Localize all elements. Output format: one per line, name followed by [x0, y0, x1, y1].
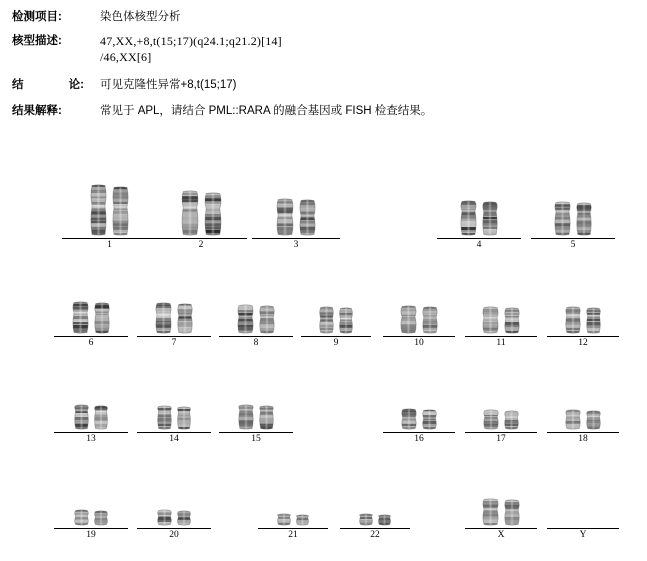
chromosome-baseline	[54, 432, 128, 433]
chromosome-pair	[219, 278, 293, 334]
chromosome	[358, 513, 374, 526]
chromosome-label: 20	[169, 530, 179, 540]
chromosome-baseline	[301, 336, 371, 337]
chromosome	[564, 409, 582, 430]
chromosome-group	[547, 278, 619, 349]
chromosome-group	[437, 180, 521, 251]
chromosome	[275, 198, 295, 236]
chromosome	[298, 199, 317, 236]
chromosome	[575, 202, 593, 236]
chromosome-baseline	[547, 336, 619, 337]
chromosome-label: X	[497, 530, 505, 540]
chromosome-baseline	[465, 432, 537, 433]
chromosome	[564, 306, 582, 334]
chromosome-baseline	[54, 528, 128, 529]
chromosome-pair	[219, 374, 293, 430]
chromosome	[258, 305, 276, 334]
chromosome	[481, 201, 499, 236]
report-header	[0, 0, 647, 119]
chromosome	[89, 184, 108, 236]
chromosome-label: 18	[578, 434, 588, 444]
chromosome	[503, 307, 521, 334]
chromosome	[237, 404, 255, 430]
chromosome-baseline	[219, 336, 293, 337]
chromosome-pair	[340, 470, 410, 526]
chromosome-pair	[54, 470, 128, 526]
chromosome-pair	[54, 374, 128, 430]
chromosome	[399, 305, 418, 334]
chromosome-group	[547, 470, 619, 541]
chromosome	[377, 514, 392, 526]
field-label-karyotype-description: 核型描述:	[12, 35, 62, 47]
chromosome	[180, 190, 200, 236]
field-label-conclusion	[12, 78, 84, 93]
chromosome-baseline	[252, 238, 340, 239]
field-value-test-item: 染色体核型分析	[100, 11, 181, 23]
chromosome-pair	[137, 278, 211, 334]
field-interpretation	[12, 104, 647, 119]
chromosome-pair	[383, 278, 455, 334]
chromosome	[156, 509, 173, 526]
chromosome	[585, 307, 602, 334]
chromosome	[93, 405, 109, 430]
chromosome	[459, 200, 478, 236]
chromosome-group	[54, 470, 128, 541]
chromosome-label: 7	[171, 338, 177, 348]
chromosome-pair	[465, 278, 537, 334]
chromosome-label: 4	[476, 240, 482, 250]
chromosome	[318, 306, 335, 334]
chromosome-label: 8	[253, 338, 259, 348]
field-label-conclusion-part2: 论:	[68, 79, 84, 91]
chromosome-pair	[54, 278, 128, 334]
chromosome	[176, 510, 192, 526]
chromosome-pair	[301, 278, 371, 334]
chromosome-baseline	[258, 528, 328, 529]
chromosome-label: 5	[570, 240, 576, 250]
chromosome-group	[531, 180, 615, 251]
field-label-test-item: 检测项目:	[12, 11, 62, 23]
chromosome-group	[465, 278, 537, 349]
chromosome-pair	[547, 470, 619, 526]
chromosome-group	[219, 374, 293, 445]
chromosome-label: 10	[414, 338, 424, 348]
chromosome-group	[137, 374, 211, 445]
chromosome-group	[137, 470, 211, 541]
chromosome-baseline	[437, 238, 521, 239]
chromosome-baseline	[465, 528, 537, 529]
karyogram-image	[0, 150, 647, 560]
chromosome	[400, 408, 418, 430]
chromosome-group	[465, 470, 537, 541]
chromosome-baseline	[531, 238, 615, 239]
chromosome-group	[383, 278, 455, 349]
chromosome	[421, 409, 438, 430]
chromosome-baseline	[137, 336, 211, 337]
chromosome-baseline	[547, 528, 619, 529]
chromosome-baseline	[383, 432, 455, 433]
chromosome	[553, 201, 572, 236]
chromosome-label: 9	[333, 338, 339, 348]
chromosome-label: 19	[86, 530, 96, 540]
chromosome	[111, 186, 130, 236]
chromosome-baseline	[383, 336, 455, 337]
chromosome-label: 17	[496, 434, 506, 444]
chromosome-group	[383, 374, 455, 445]
chromosome-label: 2	[198, 240, 204, 250]
chromosome	[203, 192, 223, 236]
chromosome	[503, 499, 521, 526]
chromosome-pair	[465, 470, 537, 526]
chromosome-baseline	[137, 432, 211, 433]
chromosome	[258, 405, 275, 430]
chromosome-group	[54, 374, 128, 445]
chromosome-group	[301, 278, 371, 349]
chromosome-baseline	[547, 432, 619, 433]
chromosome-pair	[465, 374, 537, 430]
chromosome-baseline	[54, 336, 128, 337]
chromosome	[503, 410, 520, 430]
chromosome-group	[137, 278, 211, 349]
chromosome-pair	[437, 180, 521, 236]
chromosome	[93, 510, 109, 526]
field-value-karyotype-description-block	[84, 34, 282, 65]
chromosome	[421, 306, 439, 334]
chromosome-pair	[383, 374, 455, 430]
chromosome-group	[465, 374, 537, 445]
chromosome-label: 21	[288, 530, 298, 540]
chromosome-label: 3	[293, 240, 299, 250]
field-karyotype-description	[12, 34, 647, 65]
chromosome-label: 16	[414, 434, 424, 444]
field-value-interpretation: 常见于 APL，请结合 PML::RARA 的融合基因或 FISH 检查结果。	[100, 105, 433, 117]
chromosome	[236, 304, 255, 334]
chromosome-label: 12	[578, 338, 588, 348]
chromosome-label: 11	[496, 338, 506, 348]
chromosome	[93, 302, 111, 334]
chromosome	[481, 498, 500, 526]
chromosome-label: Y	[579, 530, 587, 540]
chromosome	[71, 301, 90, 334]
chromosome	[481, 306, 500, 334]
chromosome	[276, 513, 292, 526]
field-label-conclusion-part1: 结	[12, 79, 24, 91]
field-conclusion	[12, 78, 647, 93]
chromosome	[295, 514, 310, 526]
chromosome-label: 22	[370, 530, 380, 540]
chromosome-pair	[155, 180, 247, 236]
chromosome	[156, 405, 173, 430]
chromosome-label: 15	[251, 434, 261, 444]
chromosome	[585, 410, 602, 430]
chromosome	[482, 409, 500, 430]
chromosome-baseline	[155, 238, 247, 239]
chromosome-baseline	[62, 238, 157, 239]
chromosome-pair	[547, 374, 619, 430]
field-value-karyotype-description-line2: /46,XX[6]	[100, 50, 152, 64]
chromosome-group	[258, 470, 328, 541]
chromosome-pair	[258, 470, 328, 526]
chromosome-pair	[137, 470, 211, 526]
chromosome-label: 14	[169, 434, 179, 444]
chromosome-group	[547, 374, 619, 445]
chromosome-group	[62, 180, 157, 251]
chromosome-label: 13	[86, 434, 96, 444]
chromosome	[154, 302, 173, 334]
chromosome-label: 1	[107, 240, 112, 250]
chromosome-group	[219, 278, 293, 349]
chromosome-pair	[252, 180, 340, 236]
chromosome	[73, 404, 90, 430]
chromosome-baseline	[219, 432, 293, 433]
chromosome	[338, 307, 354, 334]
field-label-interpretation: 结果解释:	[12, 105, 62, 117]
chromosome-baseline	[137, 528, 211, 529]
field-value-conclusion: 可见克隆性异常+8,t(15;17)	[100, 79, 237, 91]
chromosome-pair	[531, 180, 615, 236]
chromosome-group	[340, 470, 410, 541]
chromosome-group	[252, 180, 340, 251]
chromosome-pair	[547, 278, 619, 334]
chromosome-baseline	[465, 336, 537, 337]
chromosome	[176, 303, 194, 334]
chromosome-baseline	[340, 528, 410, 529]
chromosome-pair	[62, 180, 157, 236]
chromosome-label: 6	[88, 338, 94, 348]
field-test-item	[12, 10, 647, 25]
chromosome-pair	[137, 374, 211, 430]
chromosome-group	[155, 180, 247, 251]
chromosome-group	[54, 278, 128, 349]
chromosome	[73, 509, 90, 526]
field-value-karyotype-description: 47,XX,+8,t(15;17)(q24.1;q21.2)[14]	[100, 34, 282, 48]
chromosome	[176, 406, 192, 430]
